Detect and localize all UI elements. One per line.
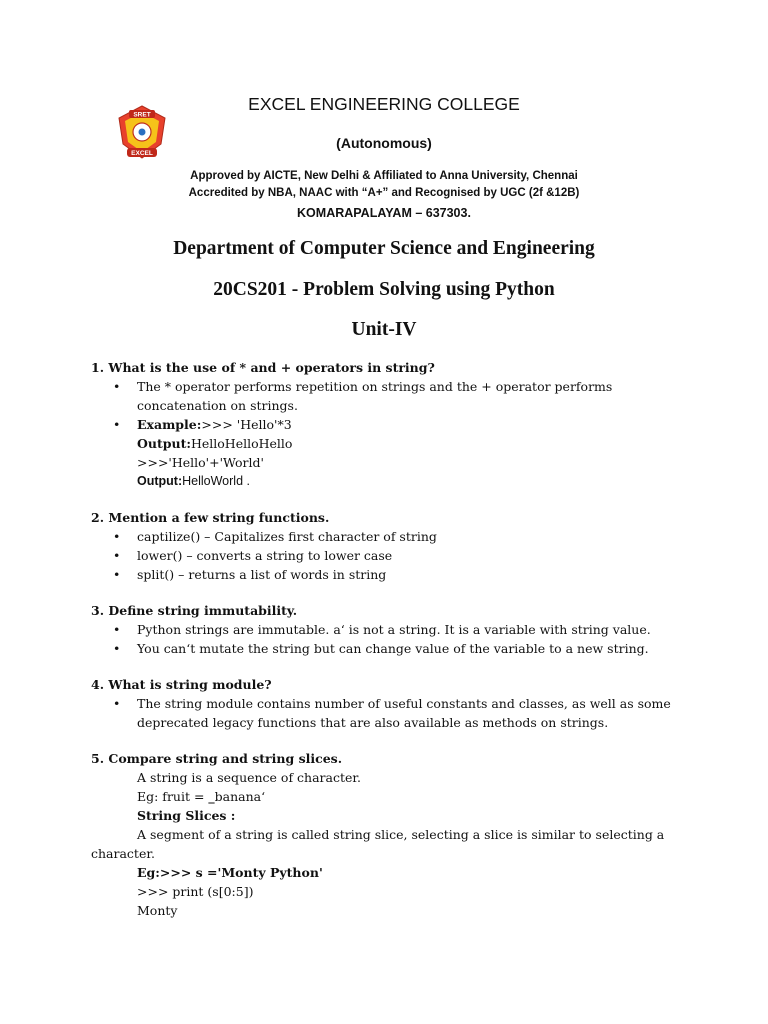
output-line: [137, 434, 691, 453]
string-example: Eg: fruit = ‗banana‘: [137, 789, 266, 804]
questions-section: [91, 358, 691, 920]
svg-text:SRET: SRET: [133, 111, 151, 119]
answer-bullet: • You can‘t mutate the string but can change value of the variable to a new string.: [137, 639, 691, 658]
answer-bullet: • Python strings are immutable. a‘ is not a string. It is a variable with string value.: [137, 620, 691, 639]
answer-bullet: • split() – returns a list of words in string: [137, 565, 691, 584]
example-label: Example:: [137, 417, 202, 432]
slice-print-code: >>> print (s[0:5]): [137, 884, 254, 899]
output-value: HelloWorld .: [182, 474, 250, 488]
slice-result: Monty: [137, 903, 178, 918]
unit-title: Unit-IV: [351, 319, 417, 340]
question-5-title: 5. Compare string and string slices.: [91, 751, 343, 766]
autonomous-label: (Autonomous): [336, 135, 432, 151]
answer-bullet: • captilize() – Capitalizes first character of string: [137, 527, 691, 546]
answer-bullet: • The string module contains number of useful constants and classes, as well as some deprecated legacy functions that are also available as methods on strings.: [137, 694, 691, 732]
college-name: EXCEL ENGINEERING COLLEGE: [248, 94, 520, 114]
department-title: Department of Computer Science and Engineering: [173, 238, 595, 259]
college-location: KOMARAPALAYAM – 637303.: [297, 206, 471, 220]
question-2-answer: [91, 527, 691, 584]
slice-example: Eg:>>> s ='Monty Python': [137, 865, 323, 880]
question-1-answer: [91, 377, 691, 491]
question-4-answer: [91, 694, 691, 732]
course-title: 20CS201 - Problem Solving using Python: [213, 279, 555, 300]
answer-bullet: • lower() – converts a string to lower case: [137, 546, 691, 565]
question-2-title: 2. Mention a few string functions.: [91, 510, 330, 525]
string-slices-label: String Slices :: [137, 808, 236, 823]
svg-text:EXCEL: EXCEL: [131, 150, 153, 157]
string-slice-definition: A segment of a string is called string slice, selecting a slice is similar to selecting a character.: [91, 827, 665, 861]
approval-line: Approved by AICTE, New Delhi & Affiliated to Anna University, Chennai: [190, 170, 578, 182]
answer-bullet: • The * operator performs repetition on strings and the + operator performs concatenation on strings.: [137, 377, 691, 415]
example-line: [137, 415, 691, 434]
output-label: Output:: [137, 436, 191, 451]
example-code: >>> 'Hello'*3: [201, 417, 292, 432]
question-1-title: 1. What is the use of * and + operators in string?: [91, 360, 435, 375]
question-3-answer: [91, 620, 691, 658]
question-4-title: 4. What is string module?: [91, 677, 272, 692]
output-label: Output:: [137, 474, 183, 488]
string-definition: A string is a sequence of character.: [137, 770, 361, 785]
code-line: >>>'Hello'+'World': [137, 455, 264, 470]
question-3-title: 3. Define string immutability.: [91, 603, 298, 618]
output-value: HelloHelloHello: [190, 436, 293, 451]
output-line-2: [137, 472, 691, 491]
accreditation-line: Accredited by NBA, NAAC with “A+” and Recognised by UGC (2f &12B): [188, 187, 580, 199]
